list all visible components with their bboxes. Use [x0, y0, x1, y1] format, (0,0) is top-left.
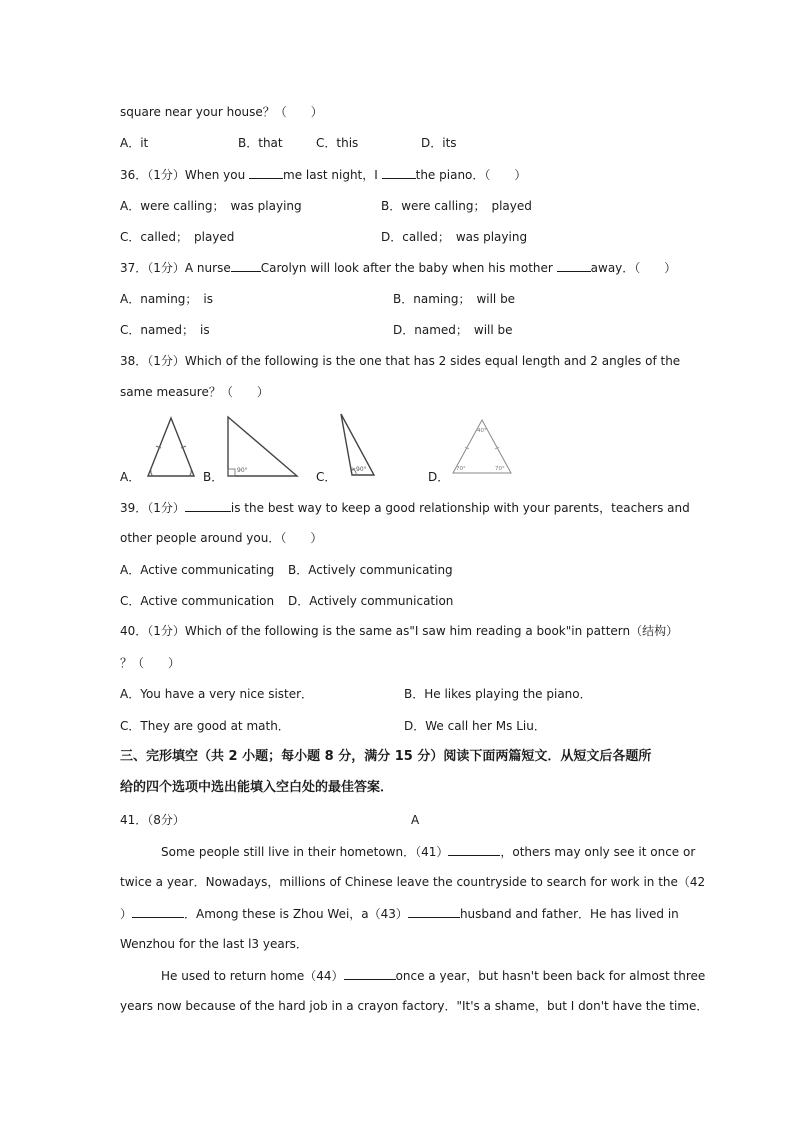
- triangle-a-icon: [145, 416, 197, 478]
- passage-blank-42[interactable]: [132, 905, 184, 918]
- section3-heading-line1: 三、完形填空（共 2 小题；每小题 8 分，满分 15 分）阅读下面两篇短文．从短文后各题所: [120, 749, 652, 764]
- q36-option-d[interactable]: D．called； was playing: [381, 230, 528, 244]
- triangle-d-top-label: 40°: [477, 428, 487, 434]
- q35-option-c[interactable]: C．this: [316, 136, 359, 150]
- q36-option-c[interactable]: C．called； played: [120, 230, 235, 244]
- q36-stem-start: 36．（1分）When you: [120, 168, 250, 182]
- q37-blank-1[interactable]: [231, 259, 261, 272]
- passage-line-6: years now because of the hard job in a crayon factory．"It's a shame，but I don't have the time．: [120, 999, 709, 1013]
- passage-line-1: [161, 843, 695, 860]
- passage-line-2: twice a year．Nowadays，millions of Chinese leave the countryside to search for work in the（42: [120, 875, 706, 889]
- q39-stem-end: is the best way to keep a good relationship with your parents，teachers and: [230, 501, 690, 515]
- passage-line-4: Wenzhou for the last l3 years．: [120, 937, 308, 951]
- q40-stem-line2: ？（ ）: [120, 656, 181, 670]
- q39-stem-line2: other people around you．（ ）: [120, 531, 323, 545]
- q37-stem-mid: Carolyn will look after the baby when his mother: [260, 261, 557, 275]
- q39-option-d[interactable]: D．Actively communication: [288, 594, 454, 608]
- triangle-d-right-label: 70°: [495, 466, 505, 472]
- q36-blank-1[interactable]: [249, 166, 283, 179]
- q40-option-d[interactable]: D．We call her Ms Liu．: [404, 719, 546, 733]
- passage-line-5-end: once a year，but hasn't been back for almost three: [395, 969, 706, 983]
- q38-option-d[interactable]: D．: [428, 470, 450, 484]
- q36-blank-2[interactable]: [382, 166, 416, 179]
- triangle-d-icon: [450, 418, 514, 476]
- q39-option-b[interactable]: B．Actively communicating: [288, 563, 453, 577]
- q40-option-b[interactable]: B．He likes playing the piano．: [404, 687, 592, 701]
- q37-stem-end: away．（ ）: [590, 261, 677, 275]
- passage-blank-43[interactable]: [408, 905, 460, 918]
- q35-option-b[interactable]: B．that: [238, 136, 283, 150]
- q37-option-a[interactable]: A．naming； is: [120, 292, 214, 306]
- q37-stem: [120, 259, 676, 276]
- q38-stem-line1: 38．（1分）Which of the following is the one that has 2 sides equal length and 2 angles of the: [120, 354, 681, 368]
- q38-option-a[interactable]: A．: [120, 470, 141, 484]
- q39-option-a[interactable]: A．Active communicating: [120, 563, 275, 577]
- passage-line-5: [161, 967, 705, 984]
- section3-heading-line2: 给的四个选项中选出能填入空白处的最佳答案．: [120, 780, 394, 795]
- triangle-b-angle-label: 90°: [237, 467, 248, 474]
- passage-blank-41[interactable]: [448, 843, 500, 856]
- passage-line-3-start: ）: [120, 907, 133, 921]
- q38-option-c[interactable]: C．: [316, 470, 337, 484]
- q37-option-b[interactable]: B．naming； will be: [393, 292, 516, 306]
- q39-stem-start: 39．（1分）: [120, 501, 185, 515]
- q36-option-b[interactable]: B．were calling； played: [381, 199, 532, 213]
- q35-option-d[interactable]: D．its: [421, 136, 457, 150]
- q37-option-c[interactable]: C．named； is: [120, 323, 210, 337]
- triangle-d-left-label: 70°: [456, 466, 466, 472]
- q37-stem-start: 37．（1分）A nurse: [120, 261, 231, 275]
- triangle-b-icon: [225, 414, 299, 478]
- passage-line-3: [120, 905, 679, 922]
- q37-blank-2[interactable]: [557, 259, 591, 272]
- q39-blank[interactable]: [185, 499, 231, 512]
- triangle-c-angle-label: >90°: [351, 466, 367, 473]
- q36-option-a[interactable]: A．were calling； was playing: [120, 199, 302, 213]
- passage-label: A: [411, 813, 420, 827]
- q39-stem-line1: [120, 499, 690, 516]
- q40-stem-line1: 40．（1分）Which of the following is the same as"I saw him reading a book"in pattern（结构）: [120, 624, 679, 638]
- q38-option-b[interactable]: B．: [203, 470, 224, 484]
- passage-blank-44[interactable]: [344, 967, 396, 980]
- q41-heading: 41．（8分）: [120, 813, 185, 827]
- q35-continuation: square near your house？（ ）: [120, 105, 323, 119]
- passage-line-5-start: He used to return home（44）: [161, 969, 344, 983]
- q36-stem-end: the piano．（ ）: [415, 168, 527, 182]
- passage-line-1-end: ，others may only see it once or: [500, 845, 696, 859]
- q40-option-a[interactable]: A．You have a very nice sister．: [120, 687, 314, 701]
- q36-stem: [120, 166, 526, 183]
- passage-line-3-end: husband and father．He has lived in: [459, 907, 679, 921]
- passage-line-3-mid: ．Among these is Zhou Wei，a（43）: [184, 907, 408, 921]
- q40-option-c[interactable]: C．They are good at math．: [120, 719, 290, 733]
- q35-option-a[interactable]: A．it: [120, 136, 149, 150]
- q39-option-c[interactable]: C．Active communication: [120, 594, 275, 608]
- q36-stem-mid: me last night，I: [283, 168, 382, 182]
- passage-line-1-start: Some people still live in their hometown．（41）: [161, 845, 449, 859]
- triangle-c-icon: [338, 411, 376, 477]
- q38-stem-line2: same measure？（ ）: [120, 385, 269, 399]
- q37-option-d[interactable]: D．named； will be: [393, 323, 513, 337]
